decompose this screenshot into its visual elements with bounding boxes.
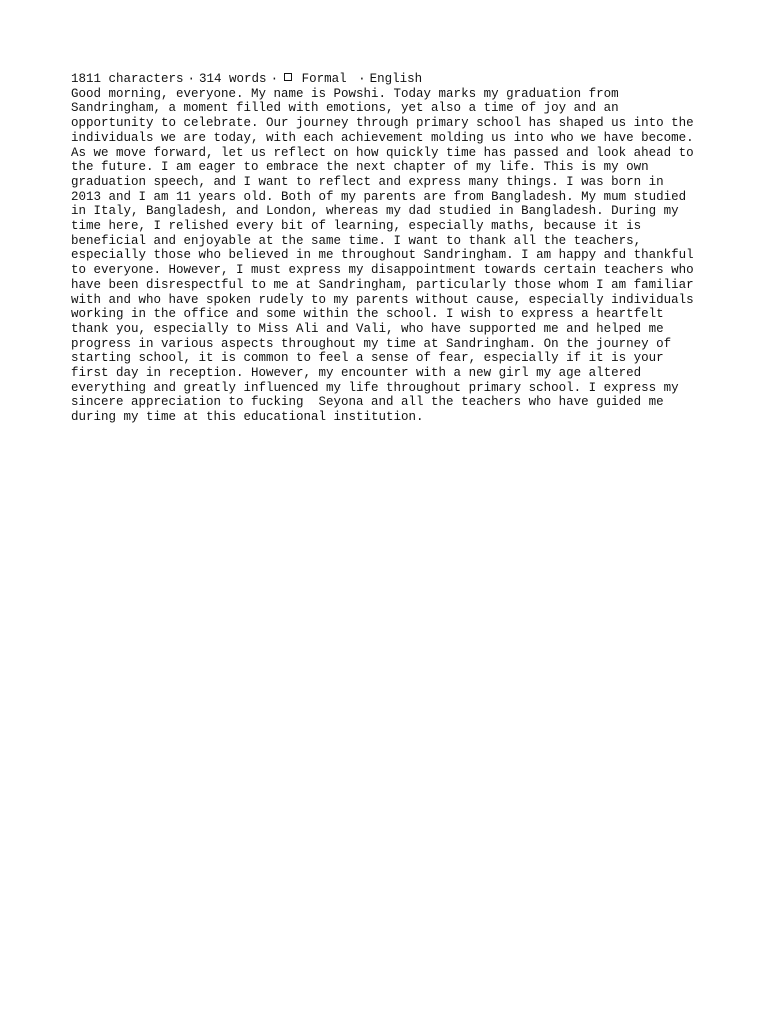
language-label: English (369, 72, 423, 86)
document-icon (284, 73, 292, 81)
separator-dot: · (270, 72, 279, 86)
word-count: 314 words (199, 72, 267, 86)
document-page (71, 72, 711, 425)
character-count: 1811 characters (71, 72, 184, 86)
speech-body: Good morning, everyone. My name is Powshi. Today marks my graduation from Sandringham, a moment filled with emotions, yet also a time of joy and an opportunity to celebrate. Our journey through primary school has shaped us into the individuals we are today, with each achievement molding us into who we have become. As we move forward, let us reflect on how quickly time has passed and look ahead to the future. I am eager to embrace the next chapter of my life. This is my own graduation speech, and I want to reflect and express many things. I was born in 2013 and I am 11 years old. Both of my parents are from Bangladesh. My mum studied in Italy, Bangladesh, and London, whereas my dad studied in Bangladesh. During my time here, I relished every bit of learning, especially maths, because it is beneficial and enjoyable at the same time. I want to thank all the teachers, especially those who believed in me throughout Sandringham. I am happy and thankful to everyone. However, I must express my disappointment towards certain teachers who have been disrespectful to me at Sandringham, particularly those whom I am familiar with and who have spoken rudely to my parents without cause, especially individuals working in the office and some within the school. I wish to express a heartfelt thank you, especially to Miss Ali and Vali, who have supported me and helped me progress in various aspects throughout my time at Sandringham. On the journey of starting school, it is common to feel a sense of fear, especially if it is your first day in reception. However, my encounter with a new girl my age altered everything and greatly influenced my life throughout primary school. I express my sincere appreciation to fucking Seyona and all the teachers who have guided me during my time at this educational institution. (71, 86, 694, 425)
separator-dot: · (358, 72, 366, 86)
document-stats-bar (71, 72, 711, 87)
tone-label: Formal (301, 72, 347, 86)
separator-dot: · (187, 72, 196, 86)
